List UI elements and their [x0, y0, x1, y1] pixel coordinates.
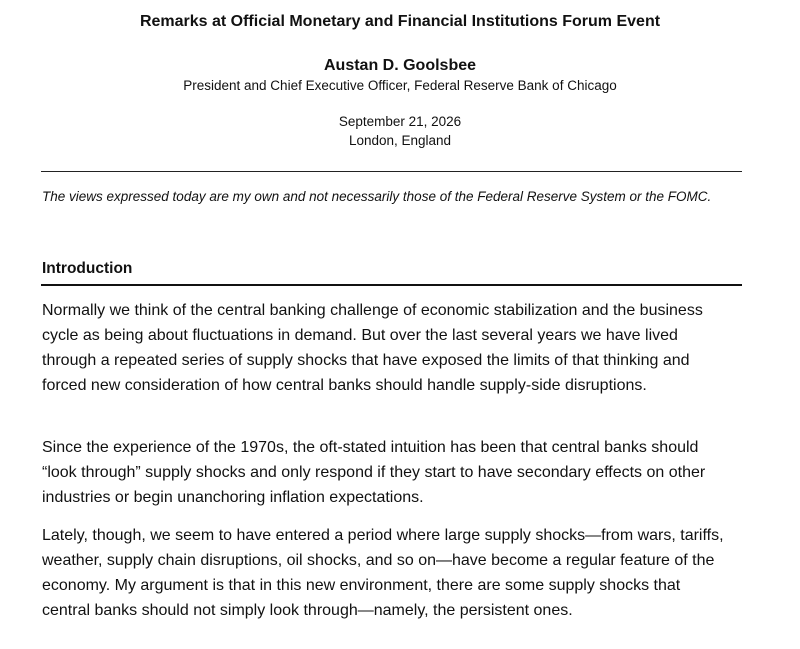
author-role: President and Chief Executive Officer, Federal Reserve Bank of Chicago	[183, 78, 617, 93]
paragraph-3: Lately, though, we seem to have entered a period where large supply shocks—from wars, tariffs, weather, supply chain disruptions, oil shocks, and so on—have become a regular feature of the economy. My argument is that in this new environment, there are some supply shocks that central banks should not simply look through—namely, the persistent ones.	[42, 527, 724, 619]
event-location: London, England	[348, 133, 452, 148]
section-divider	[41, 284, 742, 286]
disclaimer: The views expressed today are my own and not necessarily those of the Federal Reserve System or the FOMC.	[42, 189, 712, 204]
paragraph-2: Since the experience of the 1970s, the oft-stated intuition has been that central banks should “look through” supply shocks and only respond if they start to have secondary effects on other industries or begin unanchoring inflation expectations.	[42, 439, 706, 506]
event-date: September 21, 2026	[338, 114, 462, 129]
paragraph-1: Normally we think of the central banking challenge of economic stabilization and the business cycle as being about fluctuations in demand. But over the last several years we have lived through a repeated series of supply shocks that have exposed the limits of that thinking and forced new consideration of how central banks should handle supply-side disruptions.	[42, 302, 703, 394]
document-title: Remarks at Official Monetary and Financial Institutions Forum Event	[139, 13, 661, 30]
section-heading-introduction: Introduction	[42, 260, 133, 277]
author-name: Austan D. Goolsbee	[323, 57, 477, 74]
header-divider	[41, 171, 742, 172]
